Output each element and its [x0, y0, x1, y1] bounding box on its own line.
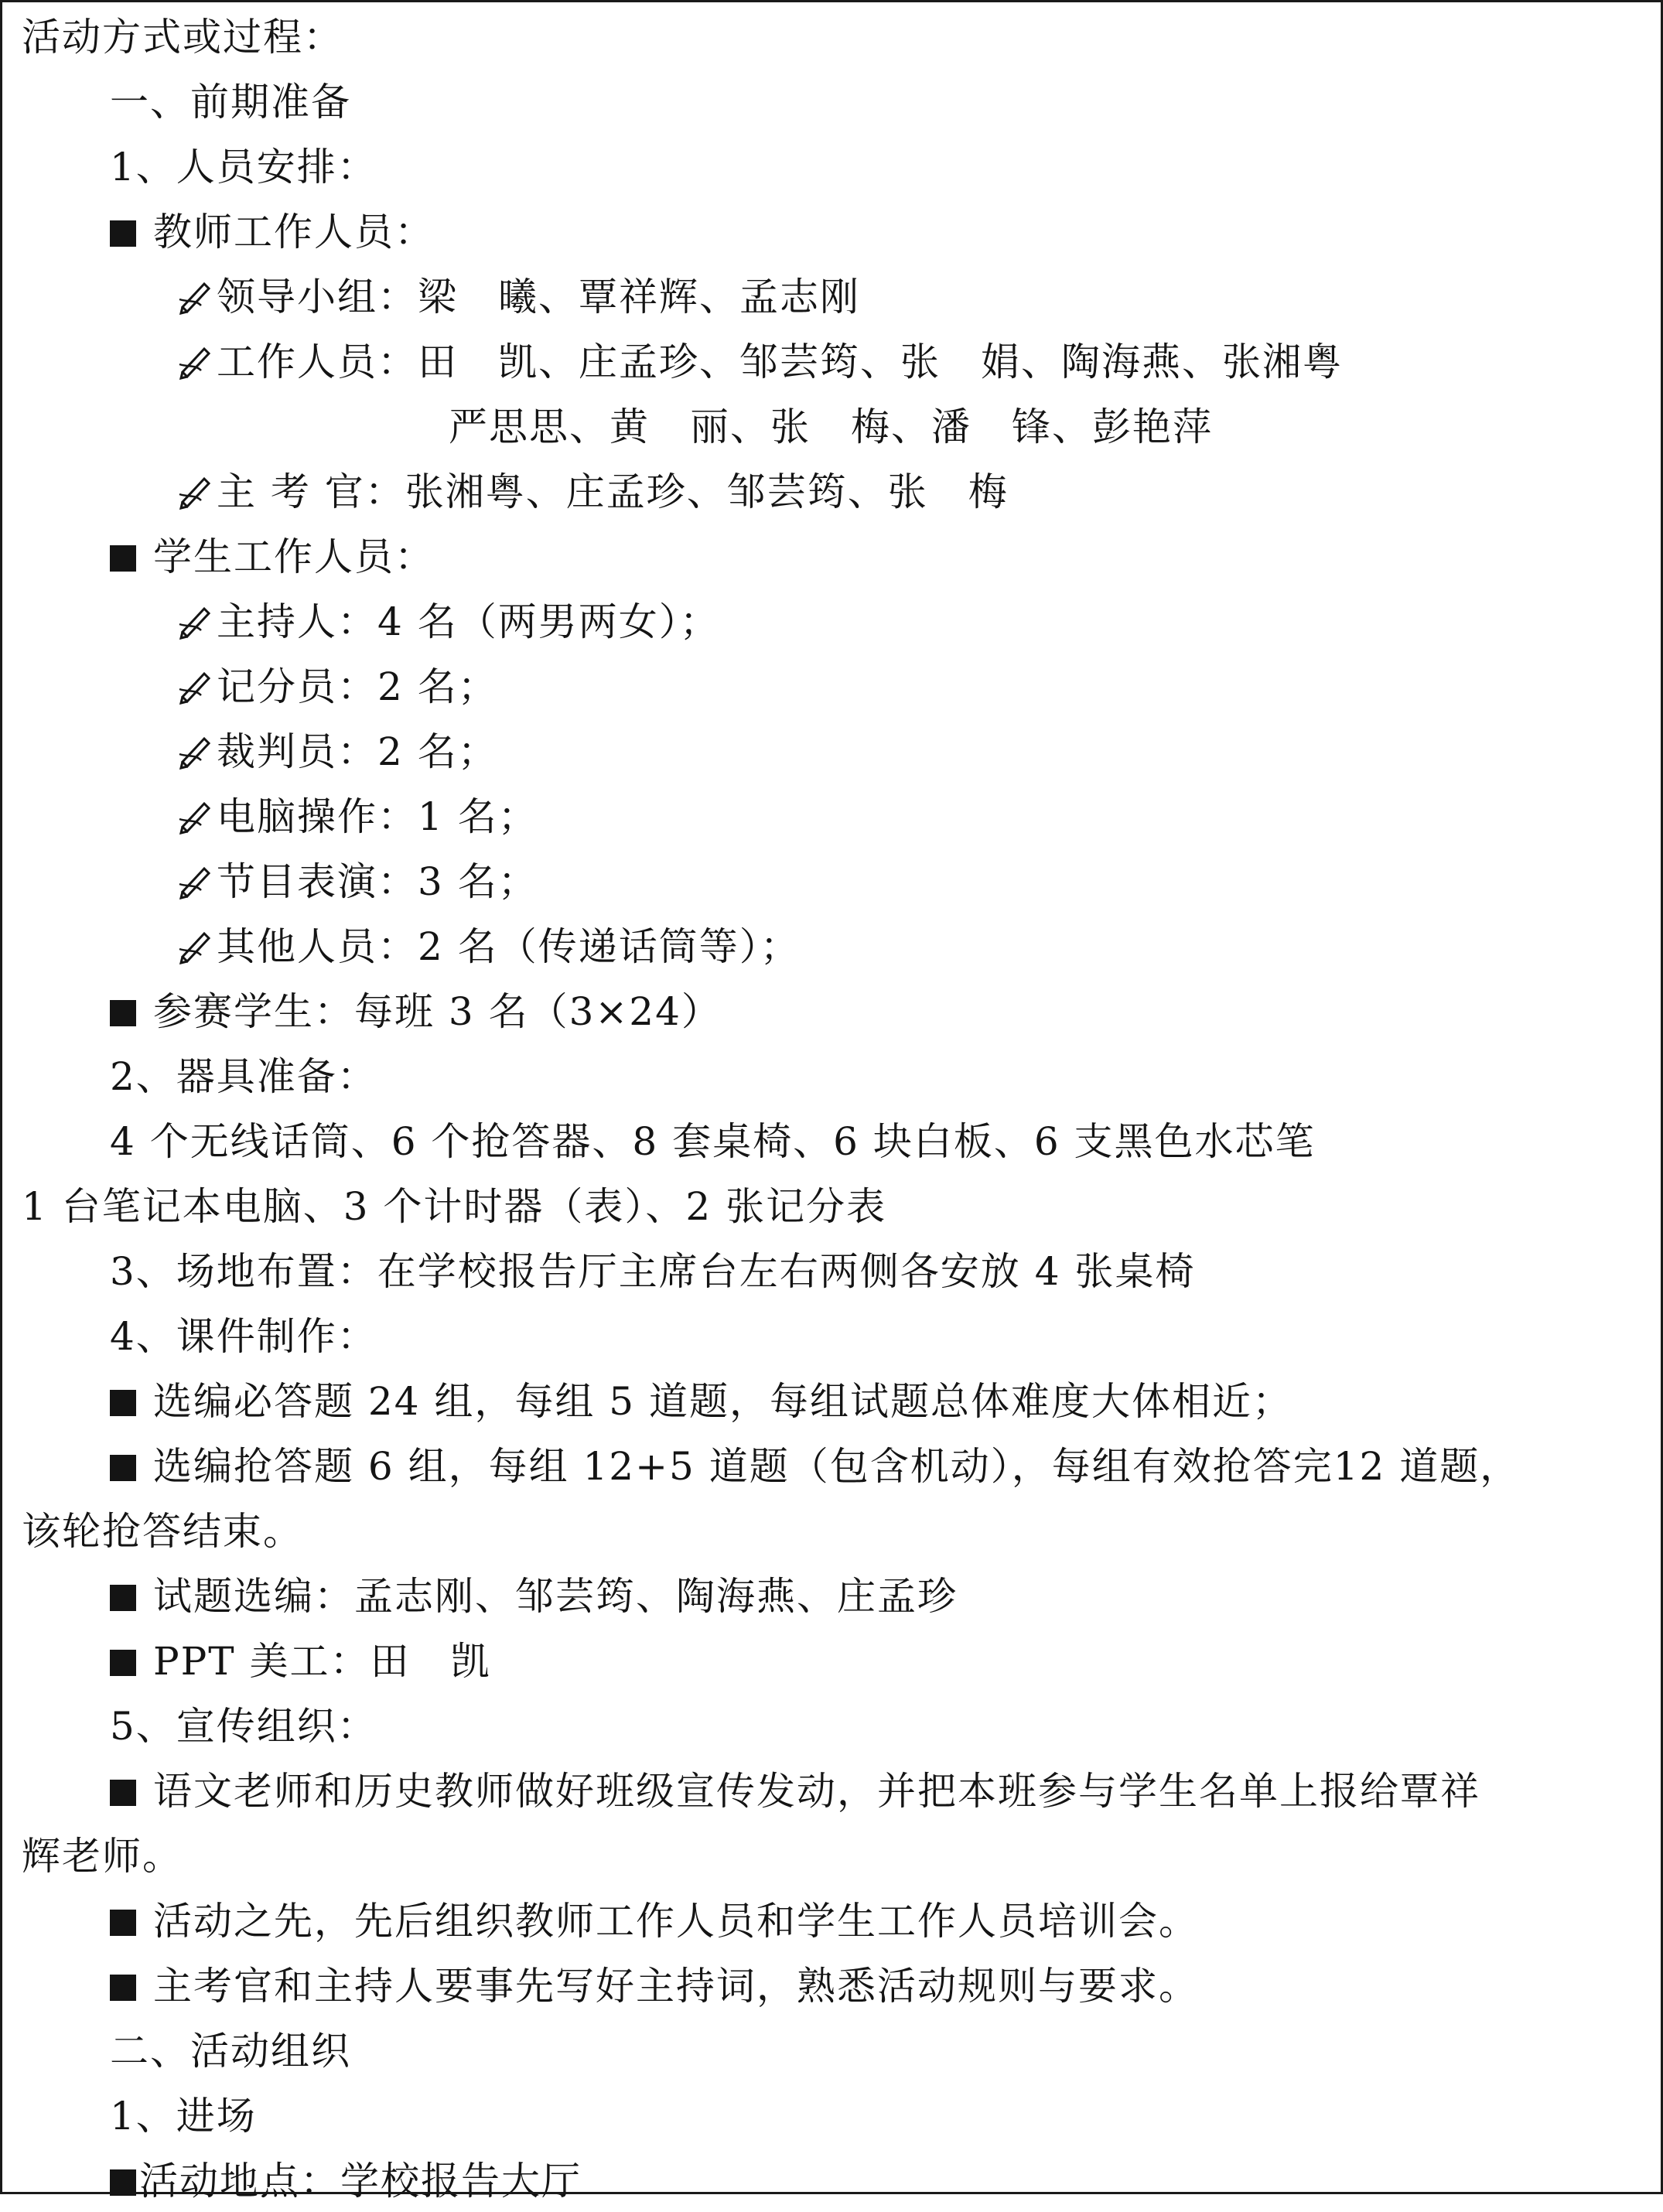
- bullet-square-icon: [110, 1780, 136, 1806]
- document-line: [110, 2085, 257, 2147]
- document-line: [110, 2150, 582, 2212]
- line-text: 电脑操作：1 名；: [217, 794, 538, 839]
- document-line: [178, 331, 1343, 393]
- document-line: [178, 656, 498, 718]
- line-text: 4 个无线话筒、6 个抢答器、8 套桌椅、6 块白板、6 支黑色水芯笔: [110, 1119, 1316, 1164]
- line-text: 一、前期准备: [110, 80, 351, 125]
- line-text: 4、课件制作：: [110, 1314, 377, 1359]
- document-line: [178, 591, 720, 653]
- document-line: [110, 1565, 958, 1627]
- document-line: [22, 1176, 886, 1237]
- line-text: 其他人员：2 名（传递话筒等）；: [217, 924, 801, 969]
- bullet-square-icon: [110, 1585, 136, 1611]
- line-text: 5、宣传组织：: [110, 1704, 377, 1749]
- pencil-icon: [178, 466, 213, 504]
- bullet-square-icon: [110, 1975, 136, 2001]
- line-text: 活动之先，先后组织教师工作人员和学生工作人员培训会。: [153, 1899, 1199, 1944]
- line-text: 参赛学生：每班 3 名（3×24）: [153, 989, 722, 1034]
- document-line: [22, 1825, 183, 1887]
- document-line: [110, 136, 377, 198]
- line-text: 严思思、黄 丽、张 梅、潘 锋、彭艳萍: [449, 405, 1213, 449]
- document-line: [178, 461, 1009, 523]
- line-text: 教师工作人员：: [153, 210, 435, 254]
- pencil-icon: [178, 271, 213, 309]
- document-line: [178, 786, 538, 848]
- document-line: [110, 1111, 1316, 1173]
- pencil-icon: [178, 336, 213, 374]
- document-line: [110, 71, 351, 133]
- line-text: 3、场地布置：在学校报告厅主席台左右两侧各安放 4 张桌椅: [110, 1249, 1196, 1294]
- document-line: [110, 1890, 1199, 1952]
- pencil-icon: [178, 661, 213, 699]
- line-text: 1、人员安排：: [110, 145, 377, 189]
- bullet-square-icon: [110, 545, 136, 572]
- bullet-square-icon: [110, 1390, 136, 1416]
- line-text: 选编必答题 24 组，每组 5 道题，每组试题总体难度大体相近；: [153, 1379, 1293, 1424]
- document-line: [22, 6, 343, 68]
- document-line: [22, 1500, 303, 1562]
- document-line: [110, 1241, 1195, 1302]
- document-line: [178, 266, 860, 328]
- line-text: 领导小组：梁 曦、覃祥辉、孟志刚: [217, 275, 860, 319]
- bullet-square-icon: [110, 1455, 136, 1481]
- document-line: [110, 1306, 377, 1367]
- document-line: [110, 2020, 351, 2082]
- line-text: 主考官和主持人要事先写好主持词，熟悉活动规则与要求。: [153, 1964, 1199, 2009]
- document-line: [110, 1046, 377, 1108]
- line-text: 学生工作人员：: [153, 534, 435, 579]
- document-line: [110, 1760, 1480, 1822]
- document-line: [110, 1955, 1199, 2017]
- bullet-square-icon: [110, 220, 136, 247]
- document-line: [110, 201, 435, 263]
- document-line: [110, 526, 435, 588]
- line-text: 活动地点：学校报告大厅: [139, 2159, 582, 2203]
- document-line: [178, 916, 801, 978]
- document-line: [178, 851, 538, 913]
- document-line: [110, 1435, 1520, 1497]
- pencil-icon: [178, 920, 213, 959]
- bullet-square-icon: [110, 2169, 136, 2196]
- document-line: [110, 1630, 491, 1692]
- pencil-icon: [178, 790, 213, 829]
- bullet-square-icon: [110, 1910, 136, 1936]
- document-line: [110, 1371, 1292, 1432]
- line-text: 裁判员：2 名；: [217, 729, 498, 774]
- line-text: 语文老师和历史教师做好班级宣传发动，并把本班参与学生名单上报给覃祥: [153, 1769, 1480, 1814]
- document-line: [110, 1695, 377, 1757]
- line-text: 记分员：2 名；: [217, 664, 498, 709]
- document-line: [178, 721, 498, 783]
- pencil-icon: [178, 596, 213, 634]
- line-text: PPT 美工：田 凯: [153, 1639, 491, 1684]
- pencil-icon: [178, 725, 213, 764]
- line-text: 1、进场: [110, 2094, 257, 2139]
- bullet-square-icon: [110, 1000, 136, 1026]
- line-text: 试题选编：孟志刚、邹芸筠、陶海燕、庄孟珍: [153, 1574, 958, 1619]
- line-text: 二、活动组织: [110, 2029, 351, 2074]
- line-text: 辉老师。: [22, 1834, 183, 1879]
- line-text: 工作人员：田 凯、庄孟珍、邹芸筠、张 娟、陶海燕、张湘粤: [217, 340, 1343, 384]
- bullet-square-icon: [110, 1650, 136, 1676]
- line-text: 主 考 官：张湘粤、庄孟珍、邹芸筠、张 梅: [217, 469, 1009, 514]
- line-text: 2、器具准备：: [110, 1054, 377, 1099]
- line-text: 节目表演：3 名；: [217, 859, 538, 904]
- document-line: [110, 981, 722, 1043]
- line-text: 该轮抢答结束。: [22, 1509, 303, 1554]
- line-text: 选编抢答题 6 组，每组 12+5 道题（包含机动），每组有效抢答完12 道题，: [153, 1444, 1521, 1489]
- line-text: 1 台笔记本电脑、3 个计时器（表）、2 张记分表: [22, 1184, 887, 1229]
- line-text: 活动方式或过程：: [22, 15, 343, 60]
- document-line: [449, 396, 1213, 458]
- pencil-icon: [178, 855, 213, 894]
- line-text: 主持人：4 名（两男两女）；: [217, 599, 720, 644]
